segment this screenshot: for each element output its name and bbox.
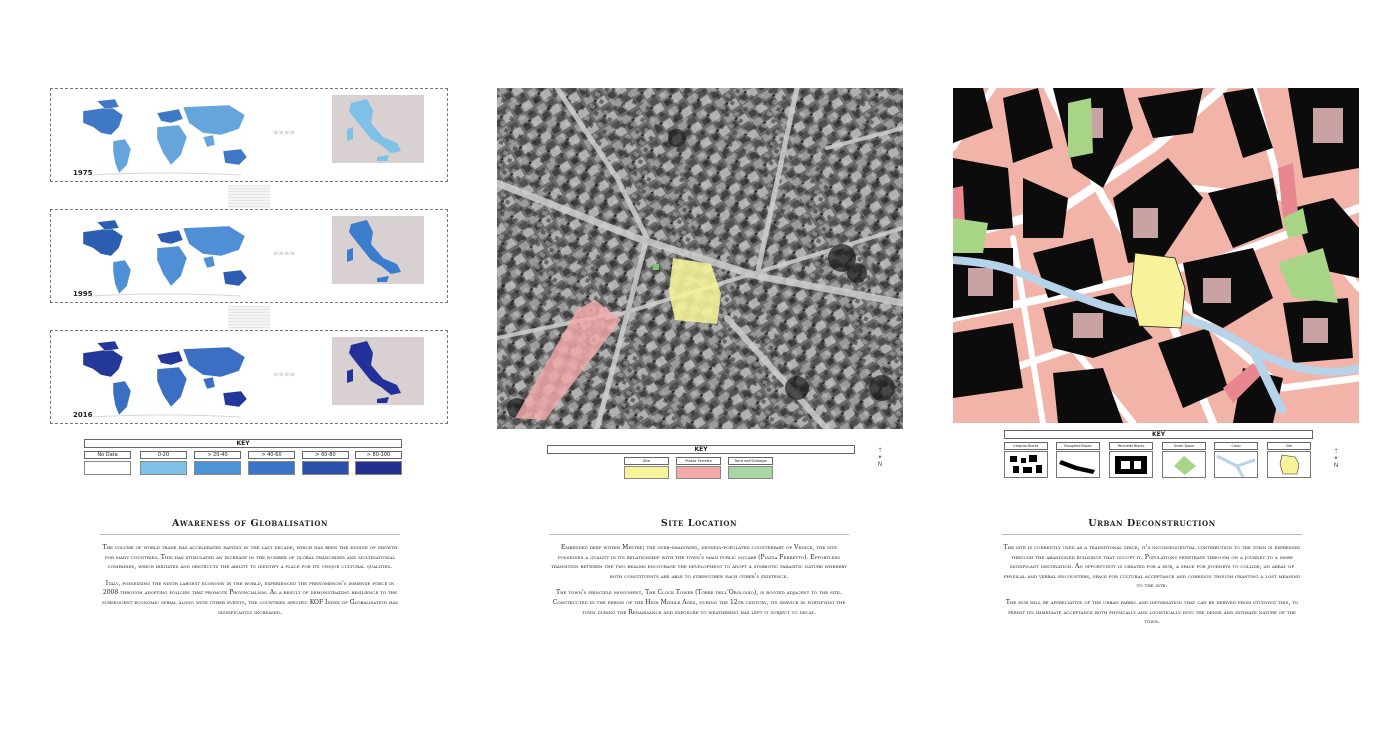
north-label: N [1333,462,1339,469]
world-map-1995 [51,210,449,304]
canal-icon [1215,452,1257,477]
continent-shape [183,347,245,377]
key-label: > 20-40 [194,451,241,459]
north-label: N [877,461,883,468]
key-item-irregular-blocks [1004,442,1048,478]
paragraph: The town's principle monument, The Clock Tower (Torre dell'Orologio), is rooted adjacent to the site. Constructed in the period of the High Middle Ages, during the 12th century, its service in fortifying the town during the Renaissance and exposure to weathering has left it subject to decay. [552,589,846,616]
world-map-shapes [83,337,424,417]
key-swatch-elongated [1056,451,1100,478]
continent-shape [157,125,187,165]
key-label: Piazza Ferretto [676,457,721,465]
globalisation-text [100,518,400,617]
section-heading: Awareness of Globalisation [100,518,400,535]
year-label: 1975 [73,169,93,177]
key-item-site [624,457,669,479]
key-item-torre-dell-orologio [728,457,773,479]
continent-shape [83,228,123,256]
key-item-20-40 [194,451,241,475]
key-item-elongated-blocks [1056,442,1100,478]
elongated-blocks-icon [1057,452,1099,477]
continent-shape [203,135,215,147]
continent-shape [223,391,247,407]
continent-shape [157,246,187,286]
world-map-1975 [51,89,449,183]
key-item-canal [1214,442,1258,478]
arrow-icon: »»»» [273,249,296,259]
continent-shape [97,341,119,351]
north-arrow-icon [874,447,886,468]
continent-shape [113,139,131,173]
italy-inset-background [332,337,424,405]
aerial-site-map [497,88,903,429]
sardinia-shape [347,248,353,262]
site-location-text [549,518,849,617]
key-swatch [302,461,349,475]
urban-key [1004,430,1311,448]
world-map-2016 [51,331,449,425]
key-swatch [676,466,721,479]
continent-shape [223,270,247,286]
key-swatch-green [1162,451,1206,478]
key-title: KEY [547,445,855,454]
clock-tower-overlay [653,264,659,270]
key-label: Elongated Blocks [1056,442,1100,450]
key-item-40-60 [248,451,295,475]
continent-shape [83,349,123,377]
continent-shape [157,109,183,123]
key-swatch [728,466,773,479]
paragraph: The site is currently used as a transitional space, it's inconsequential contribution to the town is expressed through the abandoned buildings that occupy it. Populations penetrate through on a journey to a more significant destination. An opportunity is created for a hub, a space for journeys to collide, an array of physical and verbal encounters, space for cultural acceptance and cohesion though granting a lost meaning to the site. [1003,544,1301,590]
key-label: > 40-60 [248,451,295,459]
continent-shape [157,351,183,365]
italy-inset-background [332,216,424,284]
world-map-shapes [83,95,424,175]
key-swatch [84,461,131,475]
key-swatch [140,461,187,475]
paragraph: The volume of world trade has accelerated rapidly in the last decade, which has been the engine of growth for many countries. This has stimulated an increase in the number of global franchises and multinational companies, which irritates and obstructs the ability to identify a place for its unique cultural qualities. [102,544,398,571]
perimeter-blocks-icon [1110,452,1152,477]
sardinia-shape [347,127,353,141]
continent-shape [113,260,131,294]
figure-ground-map [953,88,1359,423]
key-swatch-site [1267,451,1311,478]
key-item-green-space [1162,442,1206,478]
section-heading: Site Location [549,518,849,535]
antarctica-line [91,294,241,296]
key-label: Canal [1214,442,1258,450]
continent-shape [203,256,215,268]
paragraph: The hub will be appreciative of the urban fabric and information that can be derived from studying this, to permit its immediate acceptance both physically and logistically into the dense and intimate nature of the town. [1005,598,1299,626]
compass-icon: ⇡ ✴ [877,447,883,461]
map-panel-1975 [50,88,448,182]
year-label: 1995 [73,290,93,298]
key-swatch-irregular [1004,451,1048,478]
key-label: > 80-100 [355,451,402,459]
paragraph: Embedded deep within Mestre; the over-shadowed, densely-populated counterpart of Venice, the site possesses a quality in its relationship with the town's main public square (Piazza Ferretto). Effortless transition between the two realms encourage the development to adopt a symbiotic parasitic nature whereby both constituents are able to strengthen each other's existence. [551,544,847,580]
key-row [84,451,402,477]
continent-shape [223,149,247,165]
key-label: 0-20 [140,451,187,459]
north-arrow-icon-2 [1330,448,1342,469]
arrow-icon: »»»» [273,370,296,380]
key-swatch-perimeter [1109,451,1153,478]
key-swatch [624,466,669,479]
paragraph: Italy, possessing the ninth largest economy in the world, experienced the phenomenon's immense force in 2008 through adopting policies that promote Provincialism. As a result of demonstrating resilience to the subsequent economic spiral along with other events, the countries specific KOF Index of Globalisation has significantly increased. [101,579,399,616]
key-label: Torre dell'Orologio [728,457,773,465]
panel-connector [228,306,270,329]
antarctica-line [91,415,241,417]
arrow-icon: »»»» [273,128,296,138]
map-panel-2016 [50,330,448,424]
antarctica-line [91,173,241,175]
globalisation-key [84,439,402,477]
key-label: Perimeter Blocks [1109,442,1153,450]
key-item-60-80 [302,451,349,475]
key-item-no-data [84,451,131,475]
map-panel-1995 [50,209,448,303]
compass-icon: ⇡ ✴ [1333,448,1339,462]
key-item-perimeter-blocks [1109,442,1153,478]
key-label: Site [1267,442,1311,450]
year-label: 2016 [73,411,93,419]
sardinia-shape [347,369,353,383]
continent-shape [183,226,245,256]
aerial-photo [497,88,903,429]
continent-shape [183,105,245,135]
key-label: No Data [84,451,131,459]
continent-shape [113,381,131,415]
site-block [1131,253,1185,328]
panel-connector [228,185,270,208]
continent-shape [157,230,183,244]
urban-deconstruction-map [953,88,1359,423]
continent-shape [97,99,119,109]
continent-shape [203,377,215,389]
world-map-shapes [83,216,424,296]
continent-shape [157,367,187,407]
continent-shape [83,107,123,135]
continent-shape [97,220,119,230]
key-item-0-20 [140,451,187,475]
urban-deconstruction-text [1002,518,1302,627]
key-title: KEY [1004,430,1313,439]
italy-inset-background [332,95,424,163]
key-title: KEY [84,439,402,448]
key-swatch [194,461,241,475]
irregular-blocks-icon [1005,452,1047,477]
key-swatch [355,461,402,475]
key-label: Irregular Blocks [1004,442,1048,450]
key-label: Green Space [1162,442,1206,450]
site-key [547,445,855,463]
section-heading: Urban Deconstruction [1002,518,1302,535]
key-item-piazza-ferretto [676,457,721,479]
key-swatch [248,461,295,475]
key-swatch-canal [1214,451,1258,478]
green-space-icon [1163,452,1205,477]
key-label: Site [624,457,669,465]
key-label: > 60-80 [302,451,349,459]
site-icon [1268,452,1310,477]
key-item-site [1267,442,1311,478]
key-item-80-100 [355,451,402,475]
